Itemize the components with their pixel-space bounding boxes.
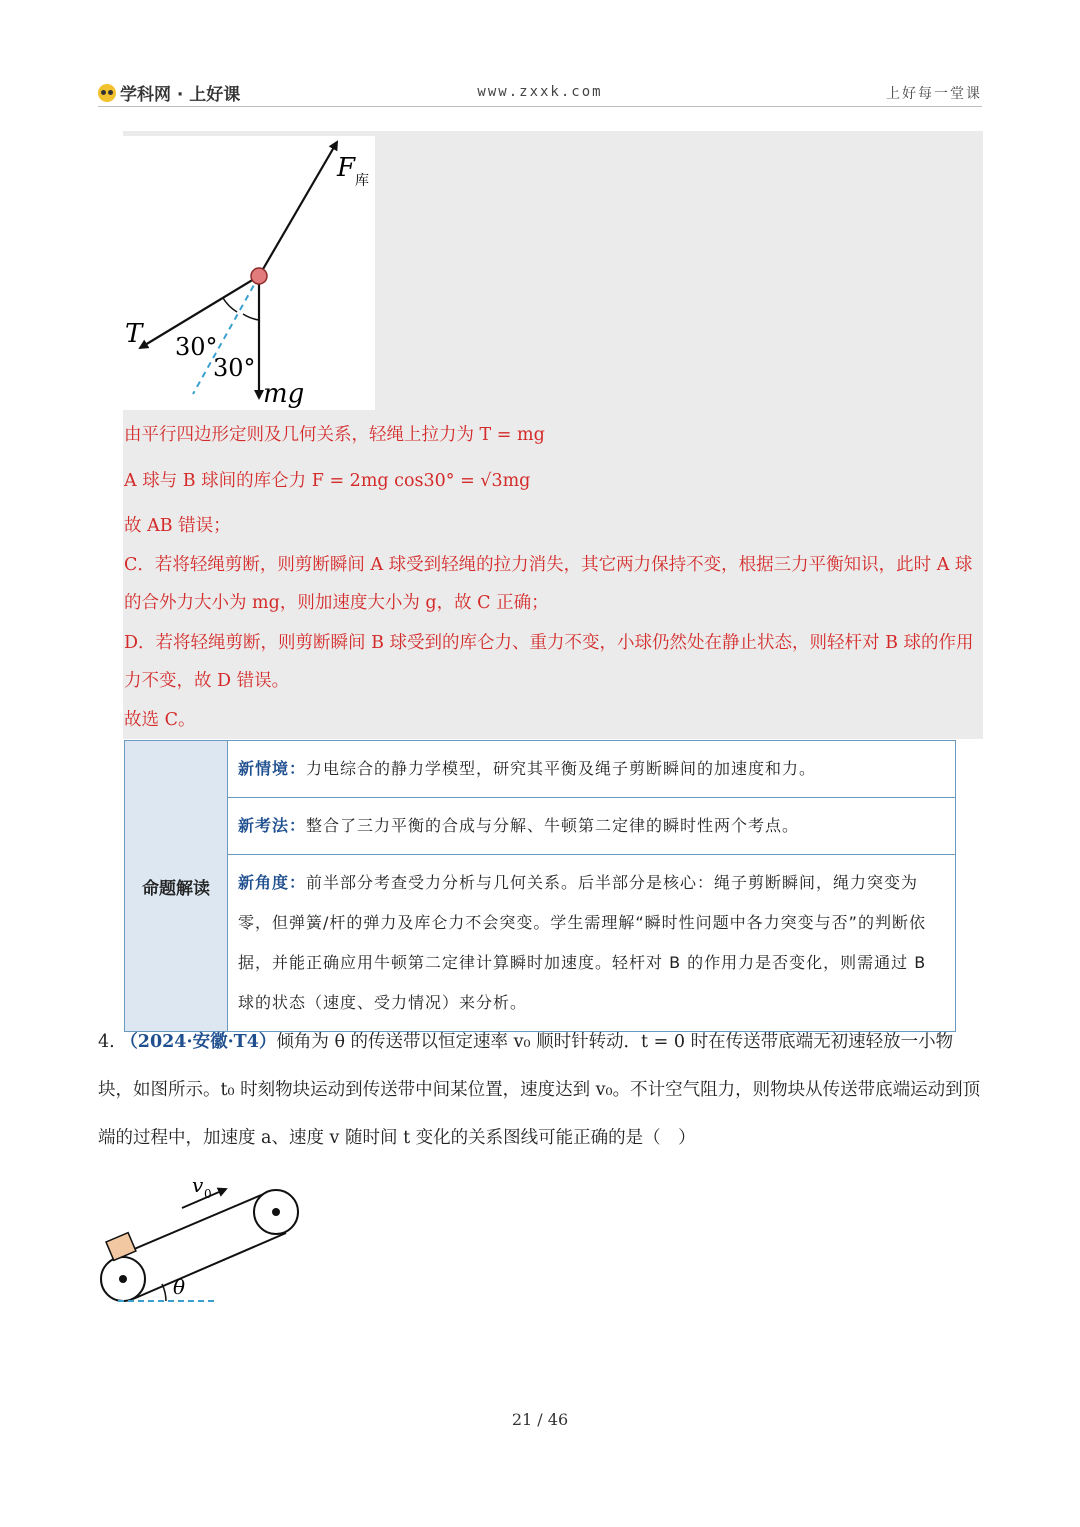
force-F-arrow [259,142,337,276]
question-text: 倾角为 θ 的传送带以恒定速率 v₀ 顺时针转动．t = 0 时在传送带底端无初速轻放一小物块，如图所示。t₀ 时刻物块运动到传送带中间某位置，速度达到 v₀。不计空气阻力，则物块从传送带底端运动到顶端的过程中，加速度 a、速度 v 随时间 t 变化的关系图线可能正确的是（ ） [98,1032,981,1148]
label-v: v [192,1173,204,1197]
interpretation-row [228,741,956,798]
solution-line-3: 故 AB 错误； [124,516,231,536]
interpretation-text: 力电综合的静力学模型，研究其平衡及绳子剪断瞬间的加速度和力。 [306,759,817,778]
angle-arc-1 [223,298,237,312]
question-number: 4. [98,1032,115,1052]
charged-ball [251,268,267,284]
conveyor-belt-diagram [96,1170,316,1310]
belt-top [113,1193,266,1258]
force-diagram [123,136,375,410]
top-pulley-axle [272,1208,280,1216]
block [106,1233,136,1261]
angle-label-2: 30° [213,354,256,382]
angle-label-1: 30° [175,333,218,361]
page-number: 21 / 46 [511,1410,569,1429]
interpretation-row [228,855,956,1032]
solution-line-2: A 球与 B 球间的库仑力 F = 2mg cos30° = √3mg [124,471,531,491]
question-source: （2024·安徽·T4） [120,1032,277,1052]
page-header [98,78,982,107]
site-slogan: 上好每一堂课 [886,86,982,102]
solution-option-d: D．若将轻绳剪断，则剪断瞬间 B 球受到的库仑力、重力不变，小球仍然处在静止状态，则轻杆对 B 球的作用力不变，故 D 错误。 [124,633,974,691]
belt-bottom [133,1233,286,1299]
interpretation-key: 新情境： [238,759,307,778]
label-T: T [125,319,143,349]
interpretation-key: 新考法： [238,816,307,835]
solution-answer: 故选 C。 [124,710,196,730]
logo-text: 学科网 · 上好课 [120,85,241,105]
label-mg: mg [263,379,305,409]
angle-arc-2 [243,314,259,320]
label-v-sub: 0 [204,1187,212,1201]
interpretation-text: 前半部分考查受力分析与几何关系。后半部分是核心：绳子剪断瞬间，绳力突变为零，但弹簧/杆的弹力及库仑力不会突变。学生需理解“瞬时性问题中各力突变与否”的判断依据，并能正确应用牛顿第二定律计算瞬时加速度。轻杆对 B 的作用力是否变化，则需通过 B 球的状态（速度、受力情况）来分析。 [238,873,927,1012]
solution-option-c: C．若将轻绳剪断，则剪断瞬间 A 球受到轻绳的拉力消失，其它两力保持不变，根据三力平衡知识，此时 A 球的合外力大小为 mg，则加速度大小为 g，故 C 正确； [124,555,973,613]
interpretation-text: 整合了三力平衡的合成与分解、牛顿第二定律的瞬时性两个考点。 [306,816,800,835]
question-4 [98,1018,982,1162]
interpretation-key: 新角度： [238,873,307,892]
label-F: F [337,153,356,183]
interpretation-row [228,798,956,855]
interpretation-label: 命题解读 [125,741,228,1032]
solution-line-1: 由平行四边形定则及几何关系，轻绳上拉力为 T = mg [124,425,545,445]
interpretation-table [124,740,956,1032]
label-F-sub: 库 [355,173,369,189]
bottom-pulley-axle [119,1275,127,1283]
label-theta: θ [173,1275,186,1299]
site-url: www.zxxk.com [477,84,603,100]
